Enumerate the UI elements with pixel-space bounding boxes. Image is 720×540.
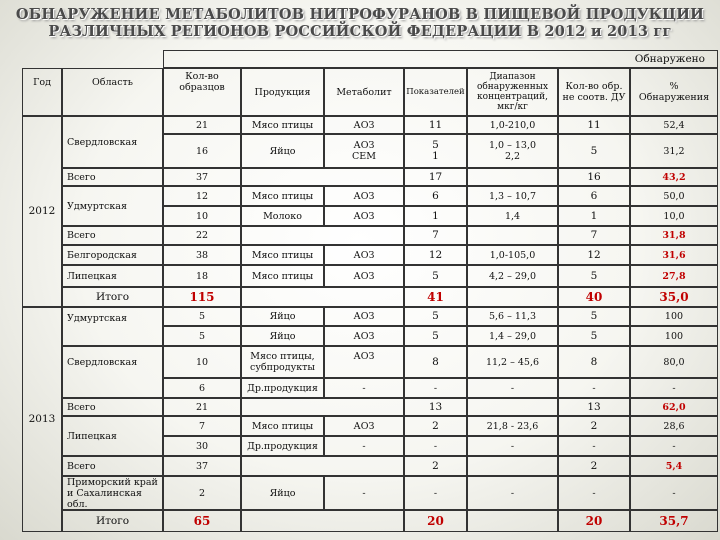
count-cell: 41 (404, 287, 467, 307)
empty-cell (241, 287, 404, 307)
range-cell: 1,0-210,0 (467, 116, 558, 134)
product-cell: Яйцо (241, 307, 324, 326)
count-cell: 13 (404, 398, 467, 416)
samples-cell: 10 (163, 206, 241, 226)
metabolite-cell: АОЗ (324, 307, 404, 326)
region-udmurt-2013: Удмуртская (62, 307, 163, 346)
year-2012: 2012 (22, 116, 62, 307)
noncompliant-cell: 2 (558, 416, 630, 436)
range-cell: 4,2 – 29,0 (467, 265, 558, 287)
total-label: Всего (62, 456, 163, 476)
product-cell: Яйцо (241, 326, 324, 346)
header-region: Область (62, 68, 163, 116)
percent-cell: 31,8 (630, 226, 718, 245)
count-cell: 2 (404, 416, 467, 436)
empty-cell (241, 226, 404, 245)
empty-cell (467, 456, 558, 476)
samples-cell: 21 (163, 116, 241, 134)
percent-cell: 100 (630, 307, 718, 326)
region-sverdlovsk-2013: Свердловская (62, 346, 163, 398)
count-cell: 1 (404, 206, 467, 226)
count-cell: 17 (404, 168, 467, 186)
percent-cell: 10,0 (630, 206, 718, 226)
range-cell: 1,0 – 13,0 2,2 (467, 134, 558, 168)
product-cell: Мясо птицы (241, 116, 324, 134)
noncompliant-cell: 20 (558, 510, 630, 532)
metabolite-cell: АОЗ (324, 186, 404, 206)
title-line-2: РАЗЛИЧНЫХ РЕГИОНОВ РОССИЙСКОЙ ФЕДЕРАЦИИ В 2012 и 2013 гг (48, 23, 672, 40)
total-label: Всего (62, 168, 163, 186)
samples-cell: 30 (163, 436, 241, 456)
itogo-label: Итого (62, 510, 163, 532)
count-cell: 5 (404, 307, 467, 326)
region-udmurt-2012: Удмуртская (62, 186, 163, 226)
percent-cell: 43,2 (630, 168, 718, 186)
samples-cell: 12 (163, 186, 241, 206)
percent-cell: 100 (630, 326, 718, 346)
metabolite-cell: АОЗ (324, 326, 404, 346)
count-cell: - (404, 378, 467, 398)
empty-cell (241, 510, 404, 532)
percent-cell: 31,2 (630, 134, 718, 168)
metabolite-cell: - (324, 476, 404, 510)
year-2013: 2013 (22, 307, 62, 532)
total-label: Всего (62, 226, 163, 245)
range-cell: 5,6 – 11,3 (467, 307, 558, 326)
region-sverdlovsk-2012: Свердловская (62, 116, 163, 168)
samples-cell: 65 (163, 510, 241, 532)
product-cell: Яйцо (241, 476, 324, 510)
metabolite-cell: - (324, 436, 404, 456)
noncompliant-cell: 5 (558, 265, 630, 287)
metabolite-cell: АОЗ (324, 245, 404, 265)
noncompliant-cell: - (558, 436, 630, 456)
count-cell: 5 (404, 265, 467, 287)
noncompliant-cell: 5 (558, 307, 630, 326)
samples-cell: 5 (163, 326, 241, 346)
range-cell: - (467, 436, 558, 456)
product-cell: Мясо птицы (241, 416, 324, 436)
samples-cell: 21 (163, 398, 241, 416)
percent-cell: 28,6 (630, 416, 718, 436)
count-cell: 20 (404, 510, 467, 532)
range-cell: 11,2 – 45,6 (467, 346, 558, 378)
region-primorsky-sakhalin: Приморский край и Сахалинская обл. (62, 476, 163, 510)
metabolite-cell: АОЗ (324, 265, 404, 287)
noncompliant-cell: - (558, 476, 630, 510)
samples-cell: 7 (163, 416, 241, 436)
product-cell: Мясо птицы, субпродукты (241, 346, 324, 378)
metabolite-cell: АОЗ (324, 116, 404, 134)
product-cell: Мясо птицы (241, 186, 324, 206)
percent-cell: - (630, 378, 718, 398)
empty-cell (467, 398, 558, 416)
region-lipetsk-2013: Липецкая (62, 416, 163, 456)
range-cell: 21,8 - 23,6 (467, 416, 558, 436)
noncompliant-cell: 7 (558, 226, 630, 245)
header-range: Диапазон обнаруженных концентраций, мкг/кг (467, 68, 558, 116)
percent-cell: 62,0 (630, 398, 718, 416)
count-cell: - (404, 476, 467, 510)
empty-cell (467, 226, 558, 245)
range-cell: - (467, 378, 558, 398)
header-metabolite: Метаболит (324, 68, 404, 116)
product-cell: Др.продукция (241, 378, 324, 398)
percent-cell: - (630, 436, 718, 456)
samples-cell: 37 (163, 456, 241, 476)
count-cell: - (404, 436, 467, 456)
range-cell: - (467, 476, 558, 510)
percent-cell: 80,0 (630, 346, 718, 378)
region-lipetsk-2012: Липецкая (62, 265, 163, 287)
product-cell: Мясо птицы (241, 245, 324, 265)
percent-cell: - (630, 476, 718, 510)
total-label: Всего (62, 398, 163, 416)
range-cell: 1,4 – 29,0 (467, 326, 558, 346)
samples-cell: 6 (163, 378, 241, 398)
noncompliant-cell: 16 (558, 168, 630, 186)
count-cell: 5 (404, 326, 467, 346)
metabolite-cell: - (324, 378, 404, 398)
percent-cell: 35,0 (630, 287, 718, 307)
samples-cell: 16 (163, 134, 241, 168)
percent-cell: 35,7 (630, 510, 718, 532)
header-detected: Обнаружено (163, 50, 718, 68)
noncompliant-cell: 1 (558, 206, 630, 226)
range-cell: 1,3 – 10,7 (467, 186, 558, 206)
samples-cell: 18 (163, 265, 241, 287)
empty-cell (467, 168, 558, 186)
metabolite-cell: АОЗ (324, 416, 404, 436)
product-cell: Яйцо (241, 134, 324, 168)
title-line-1: ОБНАРУЖЕНИЕ МЕТАБОЛИТОВ НИТРОФУРАНОВ В ПИЩЕВОЙ ПРОДУКЦИИ (15, 6, 705, 23)
empty-cell (241, 398, 404, 416)
samples-cell: 37 (163, 168, 241, 186)
empty-cell (467, 287, 558, 307)
noncompliant-cell: 6 (558, 186, 630, 206)
page-title (0, 6, 720, 40)
header-samples: Кол-во образцов (163, 68, 241, 116)
samples-cell: 10 (163, 346, 241, 378)
percent-cell: 5,4 (630, 456, 718, 476)
percent-cell: 31,6 (630, 245, 718, 265)
samples-cell: 38 (163, 245, 241, 265)
metabolite-cell: АОЗ СЕМ (324, 134, 404, 168)
percent-cell: 27,8 (630, 265, 718, 287)
samples-cell: 115 (163, 287, 241, 307)
noncompliant-cell: 12 (558, 245, 630, 265)
itogo-label: Итого (62, 287, 163, 307)
range-cell: 1,0-105,0 (467, 245, 558, 265)
noncompliant-cell: 11 (558, 116, 630, 134)
noncompliant-cell: 13 (558, 398, 630, 416)
samples-cell: 22 (163, 226, 241, 245)
empty-cell (241, 456, 404, 476)
noncompliant-cell: - (558, 378, 630, 398)
region-belgorod: Белгородская (62, 245, 163, 265)
header-percent: % Обнаружения (630, 68, 718, 116)
count-cell: 11 (404, 116, 467, 134)
count-cell: 6 (404, 186, 467, 206)
metabolite-cell: АОЗ (324, 346, 404, 378)
samples-cell: 5 (163, 307, 241, 326)
header-product: Продукция (241, 68, 324, 116)
header-year: Год (22, 68, 62, 116)
empty-cell (467, 510, 558, 532)
noncompliant-cell: 5 (558, 326, 630, 346)
noncompliant-cell: 40 (558, 287, 630, 307)
count-cell: 2 (404, 456, 467, 476)
count-cell: 12 (404, 245, 467, 265)
noncompliant-cell: 5 (558, 134, 630, 168)
empty-cell (241, 168, 404, 186)
product-cell: Др.продукция (241, 436, 324, 456)
percent-cell: 50,0 (630, 186, 718, 206)
range-cell: 1,4 (467, 206, 558, 226)
count-cell: 5 1 (404, 134, 467, 168)
product-cell: Мясо птицы (241, 265, 324, 287)
header-noncompliant: Кол-во обр. не соотв. ДУ (558, 68, 630, 116)
percent-cell: 52,4 (630, 116, 718, 134)
metabolite-cell: АОЗ (324, 206, 404, 226)
samples-cell: 2 (163, 476, 241, 510)
header-indicators: Показателей (404, 68, 467, 116)
product-cell: Молоко (241, 206, 324, 226)
noncompliant-cell: 8 (558, 346, 630, 378)
count-cell: 8 (404, 346, 467, 378)
noncompliant-cell: 2 (558, 456, 630, 476)
count-cell: 7 (404, 226, 467, 245)
